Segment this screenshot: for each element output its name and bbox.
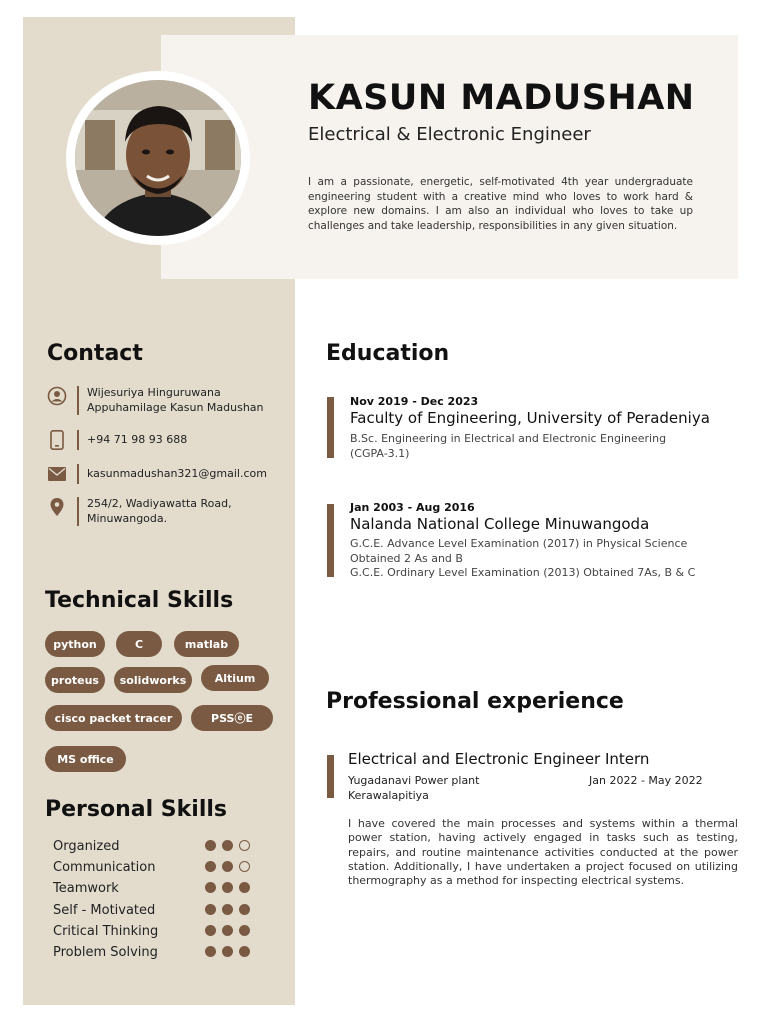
skill-pill: Altium [201, 665, 269, 691]
personal-skill-rating [205, 946, 250, 957]
skill-pill: matlab [174, 631, 239, 657]
rating-dot-filled [239, 925, 250, 936]
profile-summary: I am a passionate, energetic, self-motivated 4th year undergraduate engineering student with a creative mind who loves to work hard & explore new domains. I am also an individual who loves to take up challenges and take leadership, responsibilities in any given situation. [308, 176, 693, 232]
experience-dates: Jan 2022 - May 2022 [589, 774, 703, 787]
education-desc-line: G.C.E. Ordinary Level Examination (2013) Obtained 7As, B & C [350, 566, 696, 579]
education-desc-line: G.C.E. Advance Level Examination (2017) in Physical Science [350, 537, 688, 550]
contact-heading: Contact [47, 341, 143, 366]
contact-name-row [47, 386, 264, 415]
education-description [350, 432, 720, 461]
rating-dot-filled [205, 882, 216, 893]
personal-skill-rating [205, 861, 250, 872]
experience-company-name: Yugadanavi Power plant [348, 774, 480, 787]
phone-icon [47, 430, 67, 450]
contact-name [87, 386, 264, 415]
rating-dot-empty [239, 840, 250, 851]
personal-skill-label: Communication [53, 860, 156, 876]
skill-pill: C [116, 631, 162, 657]
education-school: Nalanda National College Minuwangoda [350, 515, 650, 533]
experience-company-location: Kerawalapitiya [348, 788, 429, 802]
contact-phone-row [47, 430, 187, 450]
contact-address-line2: Minuwangoda. [87, 511, 168, 525]
personal-skill-label: Organized [53, 839, 120, 854]
education-accent-bar [327, 397, 334, 458]
rating-dot-filled [222, 925, 233, 936]
profile-photo [75, 80, 241, 236]
personal-skill-rating [205, 925, 250, 936]
rating-dot-filled [222, 861, 233, 872]
skill-pill: python [45, 631, 105, 657]
experience-heading: Professional experience [326, 689, 624, 714]
personal-skill-rating [205, 840, 250, 851]
skill-pill: proteus [45, 667, 105, 693]
rating-dot-filled [239, 904, 250, 915]
contact-address-line1: 254/2, Wadiyawatta Road, [87, 497, 232, 510]
contact-address [87, 497, 232, 526]
rating-dot-filled [205, 840, 216, 851]
education-desc-line: B.Sc. Engineering in Electrical and Electronic Engineering [350, 432, 667, 445]
education-accent-bar [327, 504, 334, 577]
contact-email[interactable]: kasunmadushan321@gmail.com [87, 467, 267, 480]
rating-dot-filled [222, 946, 233, 957]
candidate-name: KASUN MADUSHAN [308, 78, 695, 118]
rating-dot-empty [239, 861, 250, 872]
contact-divider [77, 386, 79, 415]
experience-description: I have covered the main processes and systems within a thermal power station, having actively engaged in tasks such as testing, repairs, and routine maintenance activities conducted at the power station. Additionally, I have undertaken a project focused on utilizing thermography as a method for inspecting electrical systems. [348, 817, 738, 888]
education-description [350, 537, 720, 581]
rating-dot-filled [222, 904, 233, 915]
education-school: Faculty of Engineering, University of Peradeniya [350, 409, 710, 427]
skill-pill: MS office [45, 746, 126, 772]
contact-phone[interactable]: +94 71 98 93 688 [87, 433, 188, 446]
rating-dot-filled [205, 861, 216, 872]
personal-skill-rating [205, 904, 250, 915]
user-icon [47, 386, 67, 406]
personal-skill-label: Critical Thinking [53, 923, 159, 939]
education-heading: Education [326, 341, 450, 366]
personal-skill-label: Self - Motivated [53, 902, 156, 918]
candidate-role: Electrical & Electronic Engineer [308, 124, 591, 145]
personal-skill-rating [205, 882, 250, 893]
skill-pill: cisco packet tracer [45, 705, 182, 731]
skill-pill: PSSⓔE [191, 705, 273, 731]
personal-skills-heading: Personal Skills [45, 797, 228, 822]
rating-dot-filled [205, 925, 216, 936]
rating-dot-filled [239, 946, 250, 957]
contact-divider [77, 430, 79, 450]
skill-pill: solidworks [114, 667, 192, 693]
contact-divider [77, 464, 79, 484]
technical-skills-heading: Technical Skills [45, 588, 234, 613]
contact-name-line2: Appuhamilage Kasun Madushan [87, 400, 264, 414]
contact-address-row [47, 497, 232, 526]
education-desc-line: (CGPA-3.1) [350, 446, 410, 460]
personal-skill-label: Problem Solving [53, 945, 158, 960]
experience-role: Electrical and Electronic Engineer Intern [348, 750, 650, 768]
contact-name-line1: Wijesuriya Hinguruwana [87, 386, 221, 399]
location-pin-icon [47, 497, 67, 517]
contact-email-row [47, 464, 267, 484]
rating-dot-filled [222, 840, 233, 851]
education-desc-line: Obtained 2 As and B [350, 551, 463, 565]
rating-dot-filled [205, 946, 216, 957]
email-icon [47, 464, 67, 484]
personal-skill-label: Teamwork [53, 881, 119, 897]
contact-divider [77, 497, 79, 526]
experience-company [348, 774, 479, 803]
experience-accent-bar [327, 755, 334, 798]
education-dates: Nov 2019 - Dec 2023 [350, 395, 479, 408]
education-dates: Jan 2003 - Aug 2016 [350, 501, 475, 514]
rating-dot-filled [205, 904, 216, 915]
rating-dot-filled [222, 882, 233, 893]
rating-dot-filled [239, 882, 250, 893]
